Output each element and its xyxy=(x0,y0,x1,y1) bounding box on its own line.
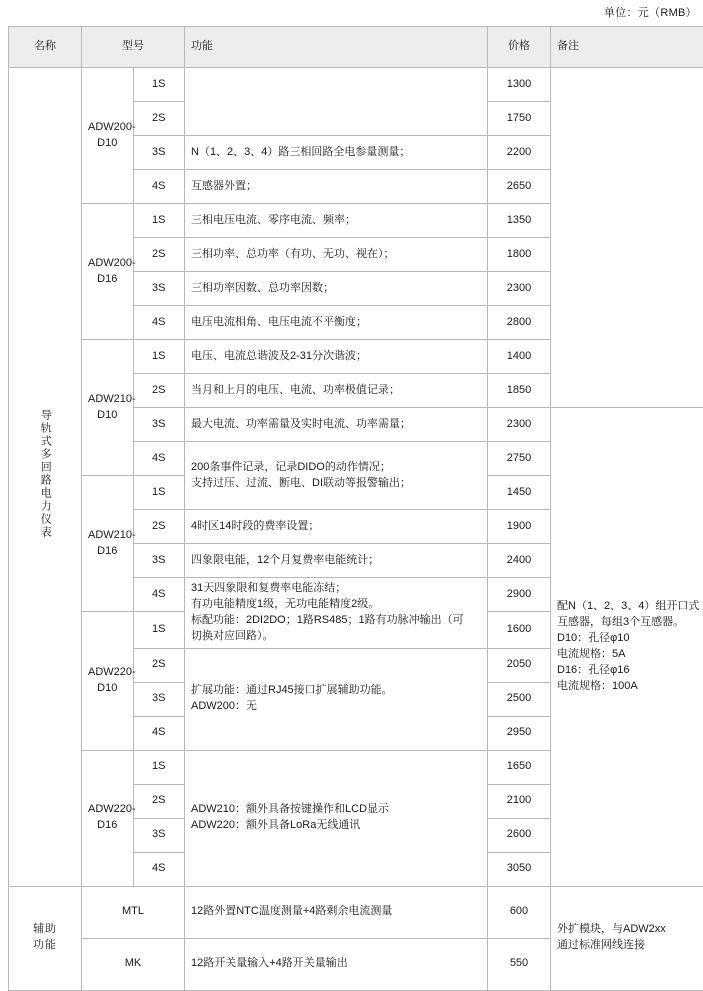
aux-name-cell xyxy=(9,886,82,990)
function-cell: 三相功率、总功率（有功、无功、视在）； xyxy=(185,238,488,272)
aux-function-cell: 12路外置NTC温度测量+4路剩余电流测量 xyxy=(185,886,488,938)
function-cell: 当月和上月的电压、电流、功率极值记录； xyxy=(185,374,488,408)
function-cell: 三相功率因数、总功率因数； xyxy=(185,272,488,306)
remark-line-6: 电流规格：100A xyxy=(557,679,702,695)
sub-model-cell: 3S xyxy=(133,272,185,306)
function-line: 标配功能：2DI2DO；1路RS485；1路有功脉冲输出（可 xyxy=(191,613,481,629)
aux-name-line-2: 功能 xyxy=(15,938,75,954)
price-cell: 2800 xyxy=(488,306,551,340)
sub-model-cell: 4S xyxy=(133,852,185,886)
price-cell: 1600 xyxy=(488,612,551,649)
header-row xyxy=(9,27,703,68)
sub-model-cell: 2S xyxy=(133,238,185,272)
function-cell: N（1、2、3、4）路三相回路全电参量测量； xyxy=(185,136,488,170)
product-name-cell xyxy=(9,68,82,887)
sub-model-cell: 2S xyxy=(133,374,185,408)
model-cell: ADW210-D10 xyxy=(82,340,134,476)
unit-note: 单位：元（RMB） xyxy=(604,4,697,20)
aux-function-cell: 12路开关量输入+4路开关量输出 xyxy=(185,938,488,990)
sub-model-cell: 4S xyxy=(133,716,185,750)
function-cell: 最大电流、功率需量及实时电流、功率需量； xyxy=(185,408,488,442)
sub-model-cell: 4S xyxy=(133,306,185,340)
price-cell: 1900 xyxy=(488,510,551,544)
price-cell: 1350 xyxy=(488,204,551,238)
price-cell: 2400 xyxy=(488,544,551,578)
table-row xyxy=(9,886,703,938)
function-line: 支持过压、过流、断电、DI联动等报警输出； xyxy=(191,476,481,492)
price-cell: 2900 xyxy=(488,578,551,612)
aux-remark-line-1: 外扩模块，与ADW2xx xyxy=(557,922,702,938)
price-cell: 2100 xyxy=(488,784,551,818)
function-cell: 4时区14时段的费率设置； xyxy=(185,510,488,544)
price-cell: 2300 xyxy=(488,408,551,442)
header-name: 名称 xyxy=(9,27,82,68)
sub-model-cell: 1S xyxy=(133,340,185,374)
function-line: ADW220：额外具备LoRa无线通讯 xyxy=(191,818,481,834)
price-cell: 2300 xyxy=(488,272,551,306)
function-cell xyxy=(185,442,488,510)
function-cell: 电压、电流总谐波及2-31分次谐波； xyxy=(185,340,488,374)
price-cell: 2050 xyxy=(488,648,551,682)
model-cell: ADW220-D10 xyxy=(82,612,134,751)
price-cell: 1650 xyxy=(488,750,551,784)
price-cell: 2950 xyxy=(488,716,551,750)
function-line: 扩展功能：通过RJ45接口扩展辅助功能。 xyxy=(191,683,481,699)
aux-name-line-1: 辅助 xyxy=(15,922,75,938)
sub-model-cell: 4S xyxy=(133,578,185,612)
function-cell xyxy=(185,750,488,886)
aux-price-cell: 550 xyxy=(488,938,551,990)
function-line: 有功电能精度1级，无功电能精度2级。 xyxy=(191,597,481,613)
sub-model-cell: 1S xyxy=(133,612,185,649)
sub-model-cell: 3S xyxy=(133,682,185,716)
header-model: 型号 xyxy=(82,27,185,68)
function-line: ADW210：额外具备按键操作和LCD显示 xyxy=(191,802,481,818)
sub-model-cell: 1S xyxy=(133,68,185,102)
remark-line-3: D10：孔径φ10 xyxy=(557,631,702,647)
remark-line-2: 互感器，每组3个互感器。 xyxy=(557,615,702,631)
aux-price-cell: 600 xyxy=(488,886,551,938)
aux-model-cell: MTL xyxy=(82,886,185,938)
model-cell: ADW210-D16 xyxy=(82,476,134,612)
model-cell: ADW220-D16 xyxy=(82,750,134,886)
function-cell xyxy=(185,578,488,649)
sub-model-cell: 3S xyxy=(133,136,185,170)
sub-model-cell: 4S xyxy=(133,442,185,476)
remark-line-1: 配N（1、2、3、4）组开口式 xyxy=(557,599,702,615)
table-row xyxy=(9,68,703,102)
price-cell: 1800 xyxy=(488,238,551,272)
sub-model-cell: 1S xyxy=(133,750,185,784)
price-cell: 2600 xyxy=(488,818,551,852)
function-line: ADW200：无 xyxy=(191,699,481,715)
price-cell: 1400 xyxy=(488,340,551,374)
price-cell: 2500 xyxy=(488,682,551,716)
sub-model-cell: 3S xyxy=(133,544,185,578)
sub-model-cell: 3S xyxy=(133,408,185,442)
price-cell: 3050 xyxy=(488,852,551,886)
price-cell: 1750 xyxy=(488,102,551,136)
function-cell: 互感器外置； xyxy=(185,170,488,204)
function-cell xyxy=(185,68,488,136)
header-remark: 备注 xyxy=(551,27,703,68)
specification-table xyxy=(8,26,703,991)
sub-model-cell: 3S xyxy=(133,818,185,852)
remark-cell-empty xyxy=(551,68,703,408)
table-body xyxy=(9,68,703,991)
aux-model-cell: MK xyxy=(82,938,185,990)
function-cell: 电压电流相角、电压电流不平衡度； xyxy=(185,306,488,340)
sub-model-cell: 2S xyxy=(133,648,185,682)
price-cell: 1850 xyxy=(488,374,551,408)
function-cell xyxy=(185,648,488,750)
price-cell: 2650 xyxy=(488,170,551,204)
remark-line-4: 电流规格：5A xyxy=(557,647,702,663)
remark-line-5: D16：孔径φ16 xyxy=(557,663,702,679)
sub-model-cell: 2S xyxy=(133,784,185,818)
sub-model-cell: 1S xyxy=(133,204,185,238)
function-line: 200条事件记录，记录DIDO的动作情况； xyxy=(191,460,481,476)
remark-cell xyxy=(551,408,703,887)
header-price: 价格 xyxy=(488,27,551,68)
sub-model-cell: 2S xyxy=(133,510,185,544)
header-function: 功能 xyxy=(185,27,488,68)
aux-remark-line-2: 通过标准网线连接 xyxy=(557,938,702,954)
price-cell: 1450 xyxy=(488,476,551,510)
sub-model-cell: 4S xyxy=(133,170,185,204)
price-cell: 2200 xyxy=(488,136,551,170)
price-cell: 2750 xyxy=(488,442,551,476)
model-cell: ADW200-D10 xyxy=(82,68,134,204)
table-header xyxy=(9,27,703,68)
function-cell: 三相电压电流、零序电流、频率； xyxy=(185,204,488,238)
sub-model-cell: 1S xyxy=(133,476,185,510)
function-line: 31天四象限和复费率电能冻结； xyxy=(191,581,481,597)
product-name-label: 导轨式多回路电力仪表 xyxy=(37,409,54,539)
model-cell: ADW200-D16 xyxy=(82,204,134,340)
function-cell: 四象限电能，12个月复费率电能统计； xyxy=(185,544,488,578)
price-cell: 1300 xyxy=(488,68,551,102)
function-line: 切换对应回路）。 xyxy=(191,629,481,645)
sub-model-cell: 2S xyxy=(133,102,185,136)
aux-remark-cell xyxy=(551,886,703,990)
